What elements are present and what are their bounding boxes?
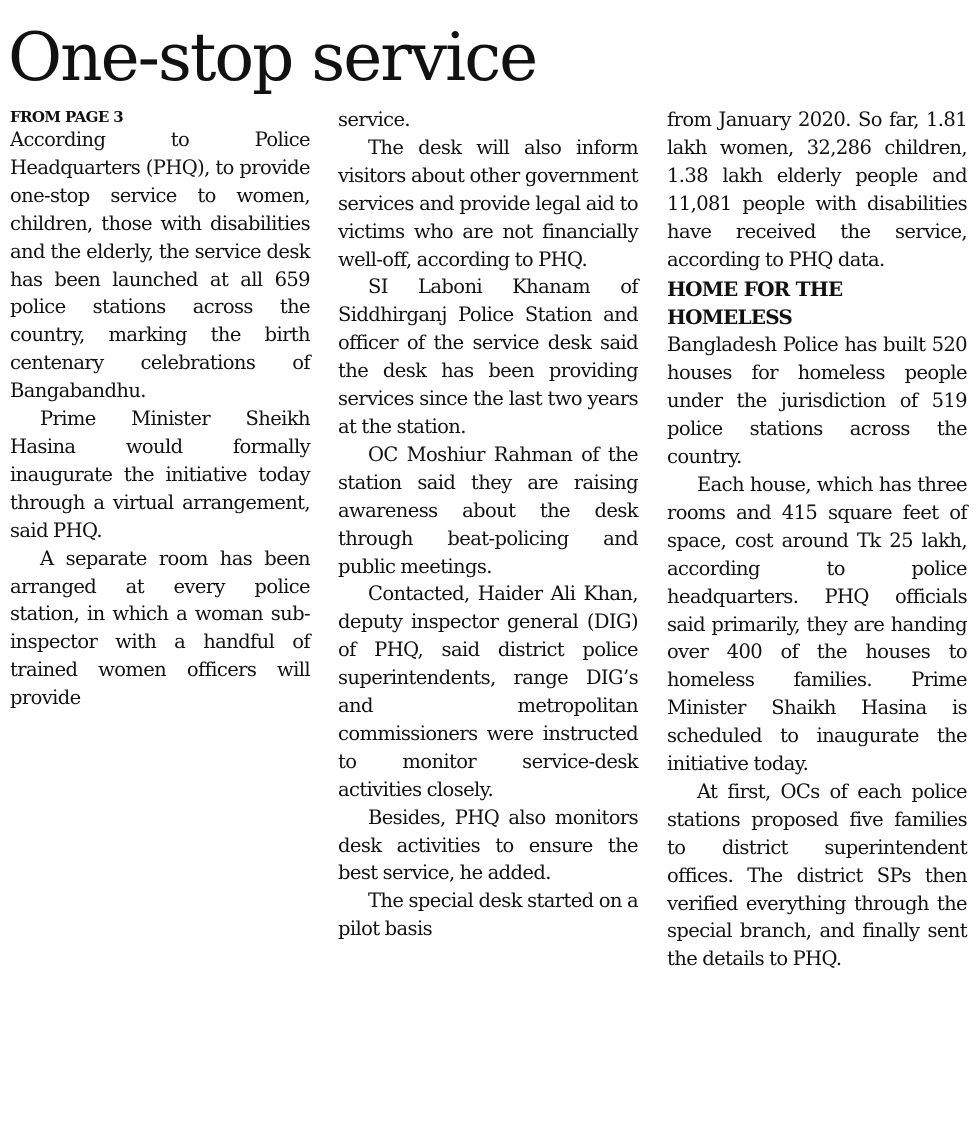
- section-subhead: HOME FOR THE HOMELESS: [667, 277, 843, 330]
- paragraph: Contacted, Haider Ali Khan, deputy inspector general (DIG) of PHQ, said district police superintendents, range DIG’s and metropolitan commissioners were instructed to monitor service-desk activities closely.: [338, 582, 638, 801]
- paragraph: At first, OCs of each police stations proposed five families to district superintendent offices. The district SPs then verified everything through the special branch, and finally sent the details to PHQ.: [667, 779, 967, 971]
- paragraph: The special desk started on a pilot basis: [338, 889, 638, 941]
- headline: One-stop service: [8, 19, 537, 96]
- paragraph: from January 2020. So far, 1.81 lakh women, 32,286 children, 1.38 lakh elderly people and 11,081 people with disabilities have received the service, according to PHQ data.: [667, 108, 967, 271]
- paragraph: service.: [338, 108, 410, 131]
- article-column-1: [10, 106, 310, 712]
- article-column-3: [667, 106, 967, 973]
- paragraph: According to Police Headquarters (PHQ), to provide one-stop service to women, children, those with disabilities and the elderly, the service desk has been launched at all 659 police stations across the country, marking the birth centenary celebrations of Bangabandhu.: [10, 128, 310, 403]
- paragraph: SI Laboni Khanam of Siddhirganj Police Station and officer of the service desk said the desk has been providing services since the last two years at the station.: [338, 275, 638, 438]
- article-column-2: [338, 106, 638, 943]
- paragraph: Each house, which has three rooms and 415 square feet of space, cost around Tk 25 lakh, according to police headquarters. PHQ officials said primarily, they are handing over 400 of the houses to homeless families. Prime Minister Shaikh Hasina is scheduled to inaugurate the initiative today.: [667, 472, 967, 776]
- paragraph: Prime Minister Sheikh Hasina would formally inaugurate the initiative today through a virtual arrangement, said PHQ.: [10, 407, 310, 542]
- paragraph: The desk will also inform visitors about other government services and provide legal aid to victims who are not financially well-off, according to PHQ.: [338, 135, 638, 271]
- paragraph: Besides, PHQ also monitors desk activities to ensure the best service, he added.: [338, 805, 638, 885]
- paragraph: OC Moshiur Rahman of the station said they are raising awareness about the desk through beat-policing and public meetings.: [338, 442, 638, 578]
- paragraph: Bangladesh Police has built 520 houses for homeless people under the jurisdiction of 519 police stations across the country.: [667, 333, 967, 469]
- kicker-label: FROM PAGE 3: [10, 108, 124, 126]
- paragraph: A separate room has been arranged at every police station, in which a woman sub-inspector with a handful of trained women officers will provide: [10, 546, 310, 710]
